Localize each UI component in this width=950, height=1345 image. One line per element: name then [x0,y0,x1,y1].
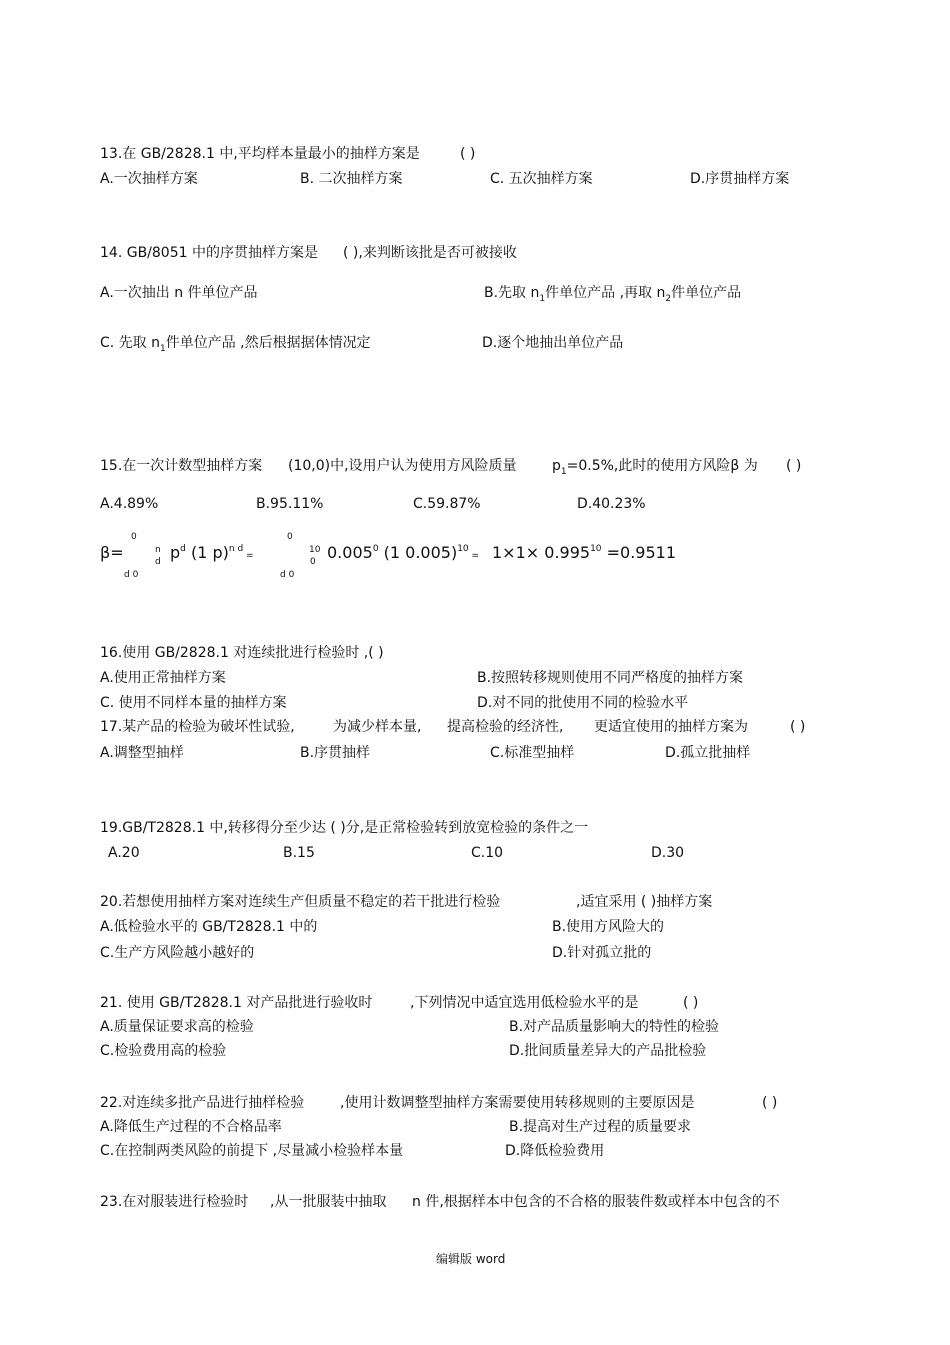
formula-binom2-d: 0 [310,557,316,567]
q19-option-a: A.20 [108,845,140,861]
formula-binom1-n: n [155,545,161,555]
formula-binom1-d: d [155,557,161,567]
q21-option-c: C.检验费用高的检验 [100,1043,227,1059]
q15-option-a: A.4.89% [100,496,159,512]
formula-beta: β= [100,543,124,562]
q19-option-b: B.15 [283,845,315,861]
formula-term3: $1\times 1\times 0.995^{10} =0.9511$ [492,543,676,562]
formula-sum1-top: 0 [131,532,137,542]
q21-paren: ( ) [683,995,699,1011]
q17-option-a: A.调整型抽样 [100,745,184,761]
q17-stem-part1: 17.某产品的检验为破坏性试验, [100,719,295,735]
q17-stem-part4: 更适宜使用的抽样方案为 [594,719,748,735]
q17-option-c: C.标准型抽样 [490,745,575,761]
formula-binom2-n: 10 [309,545,321,555]
q20-stem-part1: 20.若想使用抽样方案对连续生产但质量不稳定的若干批进行检验 [100,894,501,910]
q16-stem: 16.使用 GB/2828.1 对连续批进行检验时 ,( ) [100,645,384,661]
q15-paren: ( ) [786,458,802,474]
q14-option-a: A.一次抽出 n 件单位产品 [100,285,258,301]
formula-sum2-top: 0 [287,532,293,542]
q21-option-d: D.批间质量差异大的产品批检验 [509,1043,707,1059]
q13-option-a: A.一次抽样方案 [100,171,198,187]
q22-option-d: D.降低检验费用 [505,1143,605,1159]
q20-option-b: B.使用方风险大的 [552,919,665,935]
q13-stem: 13.在 GB/2828.1 中,平均样本量最小的抽样方案是 [100,146,420,162]
q23-stem-part1: 23.在对服装进行检验时 [100,1194,249,1210]
q20-stem-part2: ,适宜采用 ( )抽样方案 [576,894,713,910]
q15-option-d: D.40.23% [577,496,646,512]
q17-paren: ( ) [790,719,806,735]
q14-stem: 14. GB/8051 中的序贯抽样方案是 [100,245,318,261]
q15-plan: (10,0)中,设用户认为使用方风险质量 [288,458,517,474]
q13-option-c: C. 五次抽样方案 [490,171,593,187]
formula-sum1-bottom: d 0 [124,570,139,580]
q15-risk-quality: $p_1=0.5\%$,此时的使用方风险β 为 [552,458,758,477]
q13-option-b: B. 二次抽样方案 [300,171,403,187]
q15-option-c: C.59.87% [413,496,481,512]
q16-option-c: C. 使用不同样本量的抽样方案 [100,695,287,711]
q22-option-b: B.提高对生产过程的质量要求 [509,1119,692,1135]
formula-term1: $p^d$ (1 p)$^{n d}$ = [170,543,254,562]
q22-option-c: C.在控制两类风险的前提下 ,尽量减小检验样本量 [100,1143,404,1159]
q19-option-c: C.10 [471,845,504,861]
q20-option-c: C.生产方风险越小越好的 [100,945,255,961]
q22-paren: ( ) [762,1095,778,1111]
q16-option-d: D.对不同的批使用不同的检验水平 [477,695,689,711]
q16-option-b: B.按照转移规则使用不同严格度的抽样方案 [477,670,744,686]
q14-option-d: D.逐个地抽出单位产品 [482,335,624,351]
q17-option-d: D.孤立批抽样 [665,745,751,761]
q13-option-d: D.序贯抽样方案 [690,171,790,187]
q22-stem-part2: ,使用计数调整型抽样方案需要使用转移规则的主要原因是 [340,1095,695,1111]
q19-stem: 19.GB/T2828.1 中,转移得分至少达 ( )分,是正常检验转到放宽检验的条件之一 [100,820,589,836]
q22-option-a: A.降低生产过程的不合格品率 [100,1119,282,1135]
formula-term2: 0.005$^0$ (1 0.005)$^{10}$ = [327,543,480,562]
q22-stem-part1: 22.对连续多批产品进行抽样检验 [100,1095,305,1111]
q21-option-b: B.对产品质量影响大的特性的检验 [509,1019,720,1035]
q13-paren: ( ) [460,146,476,162]
q14-paren: ( ),来判断该批是否可被接收 [343,245,517,261]
q14-option-c: C. 先取 $n_1$件单位产品 ,然后根据据体情况定 [100,335,371,354]
q19-option-d: D.30 [651,845,685,861]
q17-stem-part3: 提高检验的经济性, [447,719,564,735]
q15-option-b: B.95.11% [256,496,324,512]
q20-option-d: D.针对孤立批的 [552,945,652,961]
page-footer: 编辑版 word [436,1252,506,1266]
q21-stem-part1: 21. 使用 GB/T2828.1 对产品批进行验收时 [100,995,373,1011]
q23-stem-part3: n 件,根据样本中包含的不合格的服装件数或样本中包含的不 [412,1194,780,1210]
q17-stem-part2: 为减少样本量, [333,719,422,735]
q14-option-b: B.先取 $n_1$件单位产品 ,再取 $n_2$件单位产品 [484,285,742,304]
q15-stem: 15.在一次计数型抽样方案 [100,458,263,474]
formula-sum2-bottom: d 0 [280,570,295,580]
q23-stem-part2: ,从一批服装中抽取 [270,1194,387,1210]
q17-option-b: B.序贯抽样 [300,745,371,761]
q20-option-a: A.低检验水平的 GB/T2828.1 中的 [100,919,318,935]
q16-option-a: A.使用正常抽样方案 [100,670,226,686]
q21-option-a: A.质量保证要求高的检验 [100,1019,254,1035]
q21-stem-part2: ,下列情况中适宜选用低检验水平的是 [410,995,639,1011]
